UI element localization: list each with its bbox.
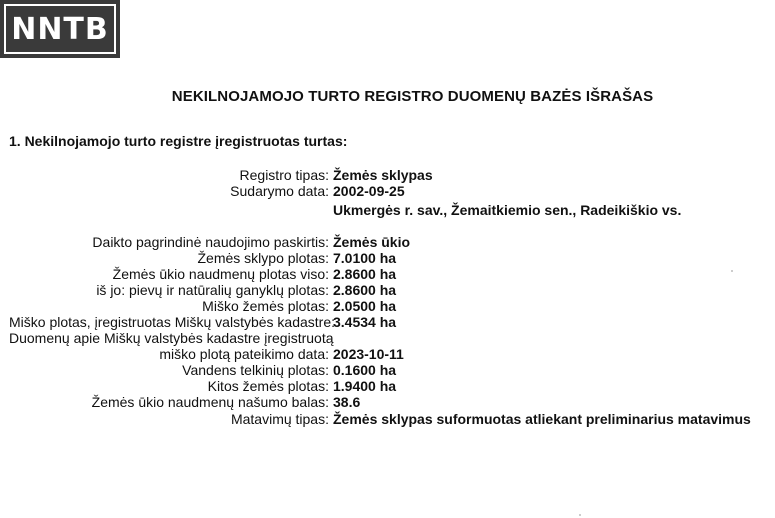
field-value: 2.0500 ha xyxy=(333,298,397,314)
field-row-forest-land-area xyxy=(0,298,775,314)
field-label: Duomenų apie Miškų valstybės kadastre įregistruotą xyxy=(9,330,334,346)
field-row-plot-area xyxy=(0,250,775,266)
logo-text: NNTB xyxy=(4,4,116,54)
field-row-forest-data-date xyxy=(0,346,775,362)
nntb-logo xyxy=(0,0,120,58)
field-value: 2002-09-25 xyxy=(333,183,405,199)
field-row-registry-type xyxy=(0,167,775,183)
field-label: Miško plotas, įregistruotas Miškų valstybės kadastre: xyxy=(9,314,336,330)
field-value: 2023-10-11 xyxy=(333,346,404,362)
field-row-productivity-score xyxy=(0,394,775,410)
field-label: Vandens telkinių plotas: xyxy=(182,362,329,378)
field-value: Žemės sklypas xyxy=(333,167,433,183)
section-heading: 1. Nekilnojamojo turto registre įregistruotas turtas: xyxy=(9,133,348,149)
field-value: 0.1600 ha xyxy=(333,362,397,378)
address-value: Ukmergės r. sav., Žemaitkiemio sen., Radeikiškio vs. xyxy=(333,202,682,218)
field-label: Žemės ūkio naudmenų plotas viso: xyxy=(112,266,329,282)
field-value: 38.6 xyxy=(333,394,361,410)
field-row-main-purpose xyxy=(0,234,775,250)
field-label: Žemės sklypo plotas: xyxy=(197,250,329,266)
field-row-water-area xyxy=(0,362,775,378)
field-row-forest-data-label xyxy=(0,330,775,346)
field-label: iš jo: pievų ir natūralių ganyklų plotas: xyxy=(96,282,329,298)
field-row-other-land-area xyxy=(0,378,775,394)
field-row-address xyxy=(0,202,775,218)
field-label: Daikto pagrindinė naudojimo paskirtis: xyxy=(92,234,329,250)
field-label: Miško žemės plotas: xyxy=(202,298,329,314)
scan-speck xyxy=(579,514,581,516)
field-row-creation-date xyxy=(0,183,775,199)
field-label: Žemės ūkio naudmenų našumo balas: xyxy=(91,394,329,410)
field-value: 3.4534 ha xyxy=(333,314,397,330)
field-label: Sudarymo data: xyxy=(230,183,329,199)
field-value: 2.8600 ha xyxy=(333,266,397,282)
field-value: Žemės ūkio xyxy=(333,234,411,250)
field-label: miško plotą pateikimo data: xyxy=(159,346,329,362)
field-value: 2.8600 ha xyxy=(333,282,397,298)
field-value: Žemės sklypas suformuotas atliekant preliminarius matavimus xyxy=(333,411,751,427)
document-title: NEKILNOJAMOJO TURTO REGISTRO DUOMENŲ BAZĖS IŠRAŠAS xyxy=(171,88,654,105)
field-label: Matavimų tipas: xyxy=(230,411,329,427)
field-row-meadow-area xyxy=(0,282,775,298)
field-row-forest-cadastre-area xyxy=(0,314,775,330)
field-row-agricultural-area xyxy=(0,266,775,282)
scan-speck xyxy=(731,270,733,272)
field-value: 7.0100 ha xyxy=(333,250,397,266)
field-label: Kitos žemės plotas: xyxy=(207,378,329,394)
field-value: 1.9400 ha xyxy=(333,378,397,394)
field-label: Registro tipas: xyxy=(239,167,329,183)
field-row-measurement-type xyxy=(0,411,775,427)
